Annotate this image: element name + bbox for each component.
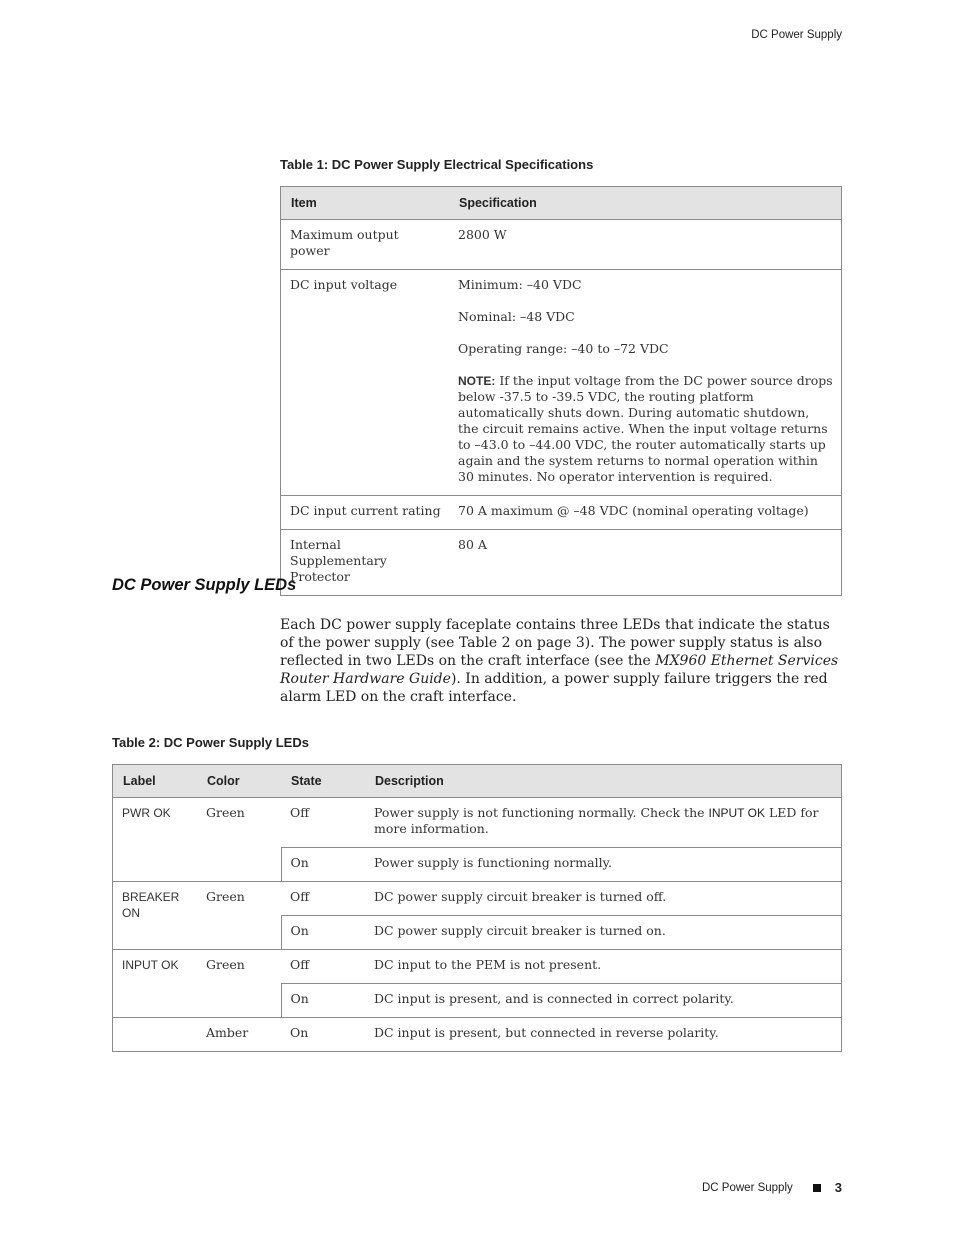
led-state: On [281,1018,365,1052]
table2-caption: Table 2: DC Power Supply LEDs [112,735,309,750]
para-text: Each DC power supply faceplate contains three LEDs that indicate the status of the power supply (see Table 2 on page 3). The power supply status is also reflected in two LEDs on the craft interface (see the [280,617,830,669]
running-header: DC Power Supply [751,29,842,41]
spec-cell: 80 A [449,530,842,596]
led-color: Green [197,950,281,1018]
table-row [281,220,842,270]
desc-text: Power supply is not functioning normally. Check the [374,805,709,820]
table-row [113,950,842,984]
spec-cell: 2800 W [449,220,842,270]
item-cell: DC input current rating [281,496,450,530]
spec-cell: 70 A maximum @ –48 VDC (nominal operating voltage) [449,496,842,530]
footer-title: DC Power Supply [702,1181,793,1194]
item-cell: DC input voltage [281,270,450,496]
led-name: INPUT OK [708,806,765,820]
square-bullet-icon [813,1184,821,1192]
spec-table [280,186,842,596]
led-label [113,1018,198,1052]
led-description: DC power supply circuit breaker is turned on. [365,916,842,950]
spec-line: Operating range: –40 to –72 VDC [458,341,669,356]
table-row [113,1018,842,1052]
led-description: DC input is present, but connected in reverse polarity. [365,1018,842,1052]
table-row [281,496,842,530]
led-label: INPUT OK [113,950,198,1018]
note-text: If the input voltage from the DC power source drops below -37.5 to -39.5 VDC, the routing platform automatically shuts down. During automatic shutdown, the circuit remains active. When the input voltage returns to –43.0 to –44.00 VDC, the router automatically starts up again and the system returns to normal operation within 30 minutes. No operator intervention is required. [458,373,833,484]
table-row [281,270,842,496]
guide-title: MX960 Ethernet Services Router Hardware Guide [280,653,839,687]
led-color: Green [197,798,281,882]
body-paragraph [280,616,842,706]
led-description [365,798,842,848]
led-state: On [281,984,365,1018]
spec-line: Nominal: –48 VDC [458,309,575,324]
led-description: DC power supply circuit breaker is turned off. [365,882,842,916]
section-heading: DC Power Supply LEDs [112,576,297,594]
led-state: Off [281,798,365,848]
header-label: Label [113,765,198,798]
led-state: On [281,848,365,882]
header-description: Description [365,765,842,798]
item-cell: Internal Supplementary Protector [281,530,450,596]
table-row [281,530,842,596]
header-state: State [281,765,365,798]
led-state: On [281,916,365,950]
leds-table [112,764,842,1052]
page-footer [702,1180,842,1195]
para-text: ). In addition, a power supply failure triggers the red alarm LED on the craft interface. [280,671,828,705]
header-specification: Specification [449,187,842,220]
header-item: Item [281,187,450,220]
header-color: Color [197,765,281,798]
led-state: Off [281,882,365,916]
table-row [113,798,842,848]
page-number: 3 [834,1180,842,1195]
led-state: Off [281,950,365,984]
desc-text: LED for more information. [374,805,819,836]
spec-line: Minimum: –40 VDC [458,277,582,292]
spec-cell [449,270,842,496]
table-row [113,882,842,916]
led-color: Amber [197,1018,281,1052]
note-label: NOTE: [458,374,496,388]
led-label: BREAKER ON [113,882,198,950]
table1-caption: Table 1: DC Power Supply Electrical Specifications [280,157,594,172]
led-description: DC input to the PEM is not present. [365,950,842,984]
note [458,373,833,485]
led-description: DC input is present, and is connected in correct polarity. [365,984,842,1018]
led-color: Green [197,882,281,950]
led-label: PWR OK [113,798,198,882]
led-description: Power supply is functioning normally. [365,848,842,882]
item-cell: Maximum output power [281,220,450,270]
